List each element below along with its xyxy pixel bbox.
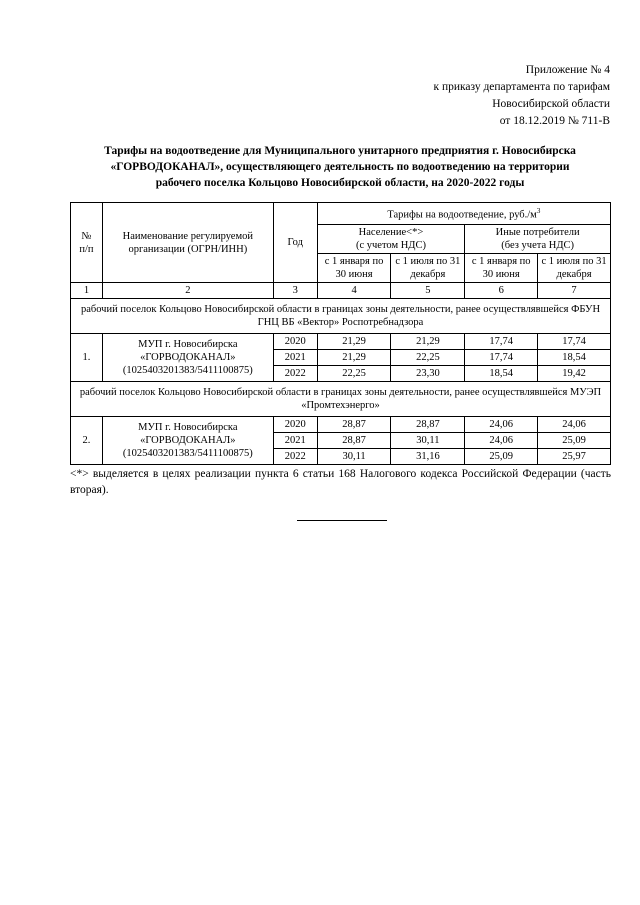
tariff-table [70,202,611,465]
header-period-3: с 1 января по 30 июня [465,254,538,283]
header-num [71,203,103,283]
section-2-label: рабочий поселок Кольцово Новосибирской области в границах зоны деятельности, ранее осуществлявшейся МУЭП «Промтехэнерго» [71,382,611,417]
value-cell: 22,25 [391,350,465,366]
appendix-line-1: Приложение № 4 [525,64,610,76]
value-cell: 28,87 [317,433,391,449]
section-1-org [102,334,273,382]
colnum-cell: 2 [102,283,273,299]
title-line-3: рабочего поселка Кольцово Новосибирской области, на 2020-2022 годы [155,177,525,189]
value-cell: 17,74 [538,334,611,350]
colnum-cell: 3 [273,283,317,299]
value-cell: 21,29 [317,334,391,350]
header-others-line-1: Иные потребители [495,227,580,238]
value-cell: 25,09 [465,449,538,465]
document-title [70,143,610,191]
org-name-line-1: МУП г. Новосибирска [138,422,238,433]
value-cell: 25,09 [538,433,611,449]
appendix-line-3: Новосибирской области [492,98,610,110]
section-1-num: 1. [71,334,103,382]
column-number-row [71,283,611,299]
appendix-block [433,62,610,130]
header-population-line-2: (с учетом НДС) [355,240,426,251]
colnum-cell: 4 [317,283,391,299]
header-year: Год [273,203,317,283]
title-line-1: Тарифы на водоотведение для Муниципального унитарного предприятия г. Новосибирска [104,145,576,157]
value-cell: 24,06 [465,433,538,449]
header-tariffs-text: Тарифы на водоотведение, руб./м [387,209,537,221]
header-population [317,225,465,254]
value-cell: 23,30 [391,366,465,382]
section-2-num: 2. [71,417,103,465]
table-row [71,334,611,350]
value-cell: 19,42 [538,366,611,382]
header-others-line-2: (без учета НДС) [501,240,574,251]
value-cell: 22,25 [317,366,391,382]
section-2-org [102,417,273,465]
header-num-line-2: п/п [79,243,94,255]
value-cell: 24,06 [538,417,611,433]
org-name-line-1: МУП г. Новосибирска [138,339,238,350]
value-cell: 21,29 [391,334,465,350]
colnum-cell: 5 [391,283,465,299]
header-tariffs [317,203,610,225]
year-cell: 2021 [273,350,317,366]
org-name-line-2: «ГОРВОДОКАНАЛ» [140,435,236,446]
header-period-2: с 1 июля по 31 декабря [391,254,465,283]
value-cell: 28,87 [391,417,465,433]
value-cell: 17,74 [465,334,538,350]
year-cell: 2021 [273,433,317,449]
year-cell: 2022 [273,449,317,465]
org-name-line-2: «ГОРВОДОКАНАЛ» [140,352,236,363]
value-cell: 17,74 [465,350,538,366]
header-period-1: с 1 января по 30 июня [317,254,391,283]
header-tariffs-sup: 3 [536,207,541,216]
year-cell: 2020 [273,417,317,433]
header-others [465,225,611,254]
value-cell: 28,87 [317,417,391,433]
value-cell: 25,97 [538,449,611,465]
table-row [71,417,611,433]
end-divider [297,520,387,521]
colnum-cell: 6 [465,283,538,299]
appendix-line-4: от 18.12.2019 № 711-В [499,115,610,127]
title-line-2: «ГОРВОДОКАНАЛ», осуществляющего деятельность по водоотведению на территории [110,161,570,173]
value-cell: 21,29 [317,350,391,366]
header-period-4: с 1 июля по 31 декабря [538,254,611,283]
org-ids: (1025403201383/5411100875) [122,365,253,376]
value-cell: 30,11 [317,449,391,465]
year-cell: 2022 [273,366,317,382]
footnote: <*> выделяется в целях реализации пункта 6 статьи 168 Налогового кодекса Российской Федерации (часть вторая). [70,468,611,496]
header-num-line-1: № [81,230,92,242]
header-population-line-1: Население<*> [358,227,424,238]
header-org: Наименование регулируемой организации (ОГРН/ИНН) [102,203,273,283]
value-cell: 30,11 [391,433,465,449]
appendix-line-2: к приказу департамента по тарифам [433,81,610,93]
value-cell: 24,06 [465,417,538,433]
colnum-cell: 1 [71,283,103,299]
value-cell: 18,54 [538,350,611,366]
section-1-label: рабочий поселок Кольцово Новосибирской области в границах зоны деятельности, ранее осуществлявшейся ФБУН ГНЦ ВБ «Вектор» Роспотребнадзора [71,299,611,334]
value-cell: 31,16 [391,449,465,465]
value-cell: 18,54 [465,366,538,382]
org-ids: (1025403201383/5411100875) [122,448,253,459]
colnum-cell: 7 [538,283,611,299]
year-cell: 2020 [273,334,317,350]
